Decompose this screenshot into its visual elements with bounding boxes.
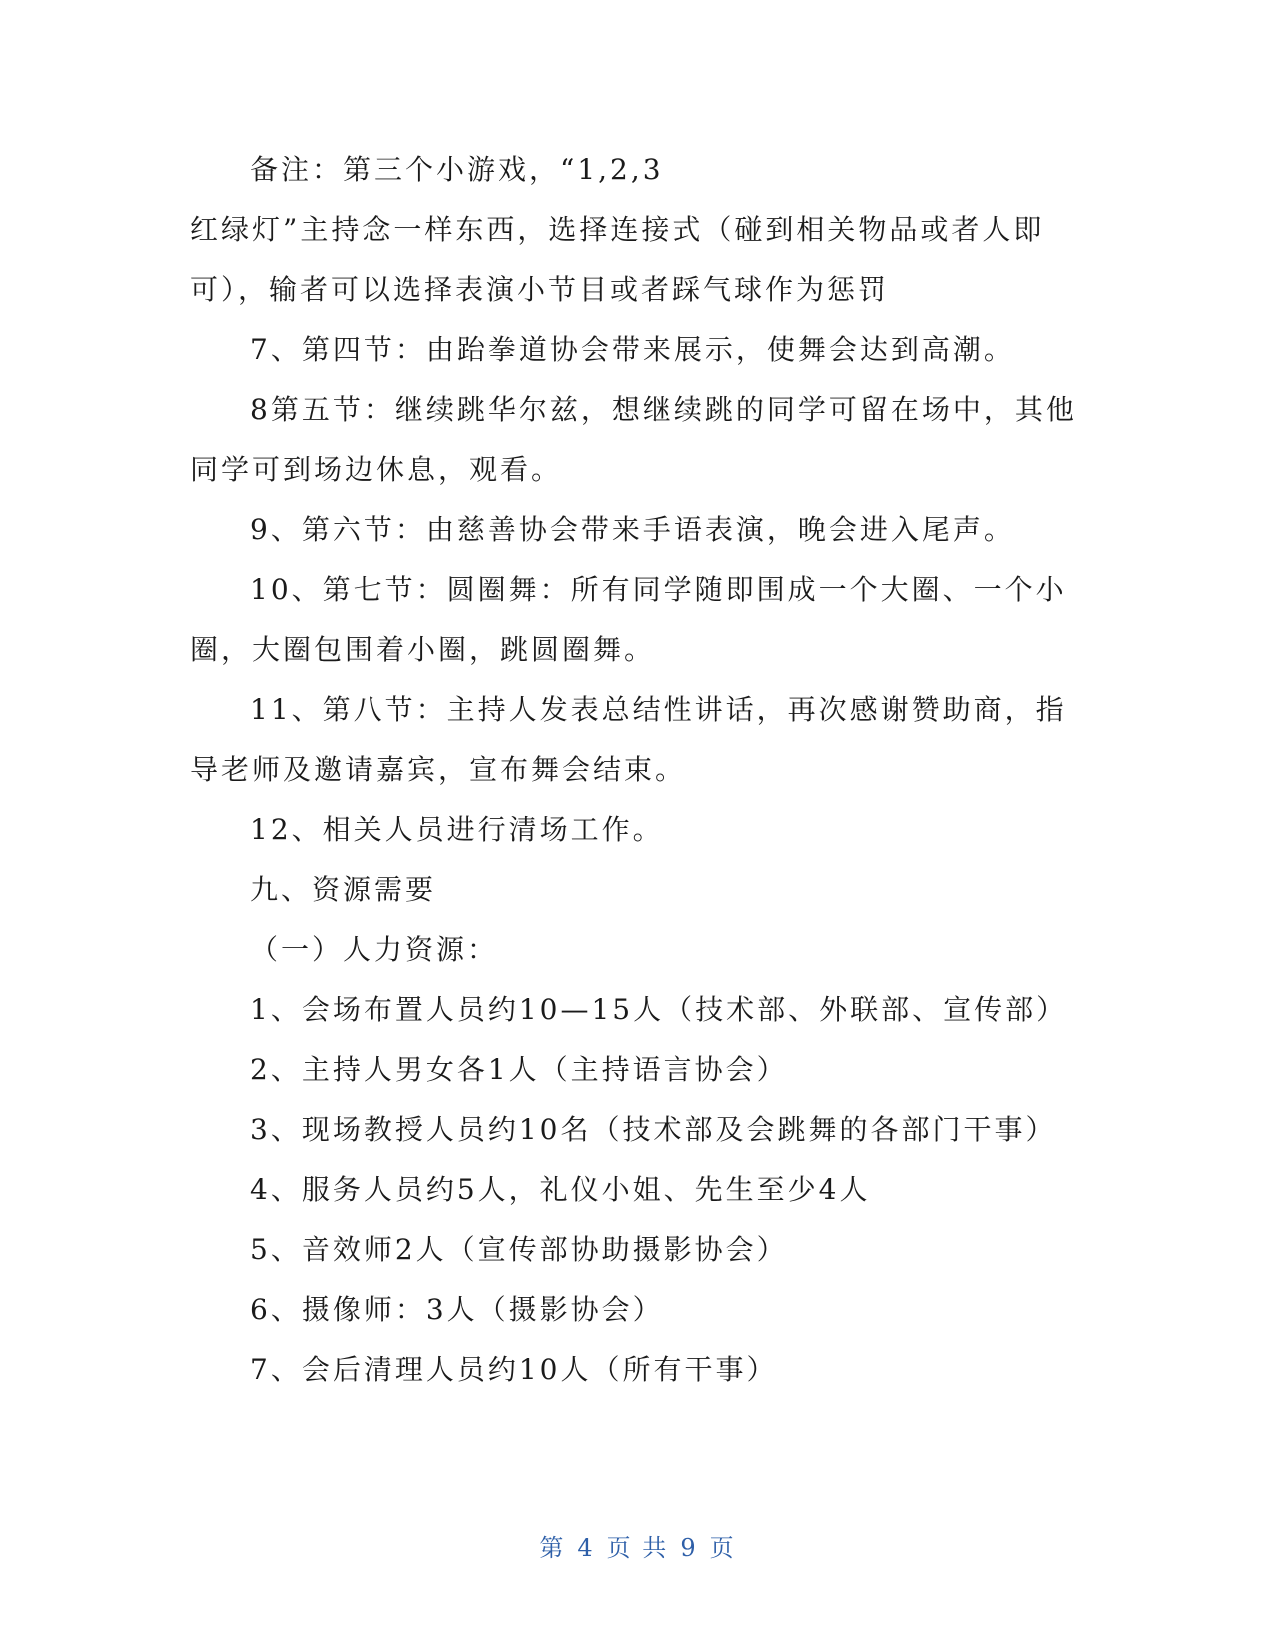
text-line: 5、音效师2人（宣传部协助摄影协会） [250, 1233, 788, 1266]
text-line: 九、资源需要 [250, 873, 437, 906]
text-line: 导老师及邀请嘉宾，宣布舞会结束。 [190, 753, 687, 786]
text-line: 12、相关人员进行清场工作。 [250, 813, 664, 846]
text-line: 9、第六节：由慈善协会带来手语表演，晚会进入尾声。 [250, 513, 1015, 546]
text-line: 2、主持人男女各1人（主持语言协会） [250, 1053, 788, 1086]
footer-prefix: 第 [539, 1534, 566, 1562]
footer-middle: 页 共 [606, 1534, 669, 1562]
footer-current-page: 4 [577, 1534, 595, 1562]
text-line: 3、现场教授人员约10名（技术部及会跳舞的各部门干事） [250, 1113, 1057, 1146]
text-line: 10、第七节：圆圈舞：所有同学随即围成一个大圈、一个小 [250, 573, 1067, 606]
text-line: 红绿灯”主持念一样东西，选择连接式（碰到相关物品或者人即 [190, 213, 1045, 246]
text-line: （一）人力资源： [250, 933, 499, 966]
footer-total-pages: 9 [680, 1534, 698, 1562]
text-line: 同学可到场边休息，观看。 [190, 453, 563, 486]
text-line: 可），输者可以选择表演小节目或者踩气球作为惩罚 [190, 273, 890, 306]
text-line: 6、摄像师：3人（摄影协会） [250, 1293, 664, 1326]
text-line: 8第五节：继续跳华尔兹，想继续跳的同学可留在场中，其他 [250, 393, 1077, 426]
text-line: 7、第四节：由跆拳道协会带来展示，使舞会达到高潮。 [250, 333, 1015, 366]
page-footer [0, 1528, 1275, 1563]
text-line: 11、第八节：主持人发表总结性讲话，再次感谢赞助商，指 [250, 693, 1067, 726]
text-line: 备注：第三个小游戏，“1,2,3 [250, 153, 664, 186]
text-line: 7、会后清理人员约10人（所有干事） [250, 1353, 778, 1386]
document-body [190, 140, 1090, 1400]
text-line: 4、服务人员约5人，礼仪小姐、先生至少4人 [250, 1173, 871, 1206]
footer-suffix: 页 [709, 1534, 736, 1562]
text-line: 1、会场布置人员约10—15人（技术部、外联部、宣传部） [250, 993, 1068, 1026]
text-line: 圈，大圈包围着小圈，跳圆圈舞。 [190, 633, 656, 666]
